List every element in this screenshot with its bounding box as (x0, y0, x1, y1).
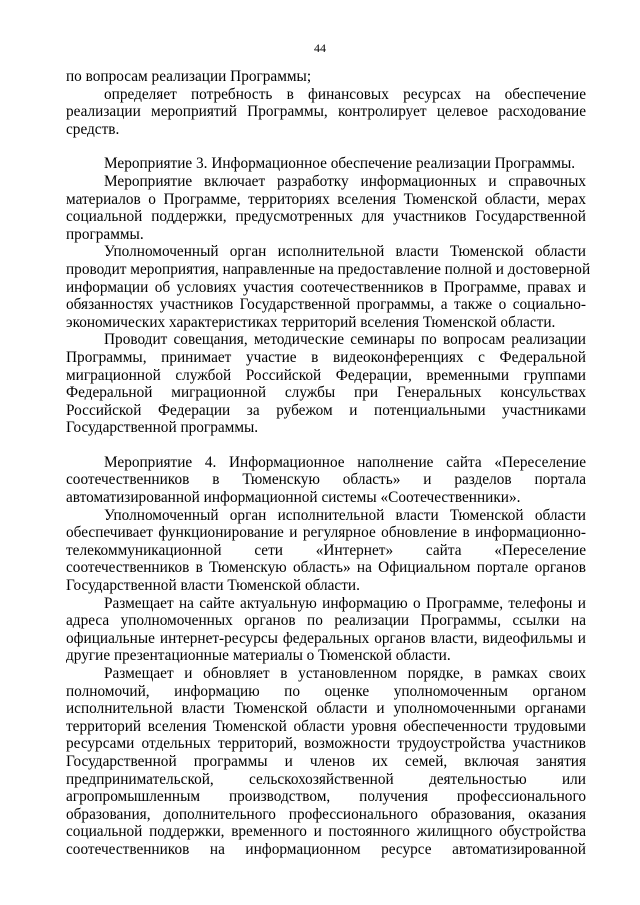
paragraph-line: обязанностях участников Государственной программы, а также о социально- (66, 296, 586, 314)
paragraph-line: соотечественников на информационном ресурсе автоматизированной (66, 840, 586, 858)
paragraph-spacer (66, 437, 586, 454)
section-heading: Мероприятие 4. Информационное наполнение сайта «Переселение (104, 453, 586, 471)
section-heading: Мероприятие 3. Информационное обеспечение реализации Программы. (104, 155, 576, 173)
paragraph-line: экономических характеристиках территорий вселения Тюменской области. (66, 313, 556, 331)
paragraph-line: Размещает на сайте актуальную информацию о Программе, телефоны и (104, 594, 586, 612)
paragraph-line: Федеральной миграционной службы при Генеральных консульствах (66, 384, 586, 402)
paragraph-line: адреса уполномоченных органов по реализации Программы, ссылки на (66, 612, 586, 630)
paragraph-line: официальные интернет-ресурсы федеральных органов власти, видеофильмы и (66, 629, 586, 647)
section-heading: автоматизированной информационной системы «Соотечественники». (66, 489, 521, 507)
paragraph-line: Уполномоченный орган исполнительной власти Тюменской области (104, 243, 586, 261)
paragraph-line: исполнительной власти Тюменской области и уполномоченными органами (66, 700, 586, 718)
paragraph-line: программы. (66, 225, 144, 243)
paragraph-line: обеспечивает функционирование и регулярное обновление в информационно- (66, 524, 586, 542)
paragraph-line: соотечественников в Тюменскую область» на Официальном портале органов (66, 559, 586, 577)
page-number: 44 (314, 41, 326, 55)
paragraph-line: другие презентационные материалы о Тюменской области. (66, 647, 451, 665)
paragraph-spacer (66, 138, 586, 155)
paragraph-line: агропромышленным производством, получения профессионального (66, 788, 586, 806)
paragraph-line: территорий вселения Тюменской области уровня обеспеченности трудовыми (66, 717, 586, 735)
paragraph-line: Российской Федерации за рубежом и потенциальными участниками (66, 401, 586, 419)
paragraph-line: миграционной службой Российской Федерации, временными группами (66, 366, 586, 384)
paragraph-line: материалов о Программе, территориях вселения Тюменской области, мерах (66, 190, 586, 208)
paragraph-line: ресурсами отдельных территорий, возможности трудоустройства участников (66, 735, 586, 753)
paragraph-line: социальной поддержки, предусмотренных для участников Государственной (66, 208, 586, 226)
paragraph-line: полномочий, информацию по оценке уполномоченным органом (66, 682, 586, 700)
paragraph-line: Мероприятие включает разработку информационных и справочных (104, 172, 586, 190)
paragraph-line: телекоммуникационной сети «Интернет» сайта «Переселение (66, 541, 586, 559)
paragraph-line: средств. (66, 120, 120, 138)
paragraph-line: реализации мероприятий Программы, контролирует целевое расходование (66, 103, 586, 121)
paragraph-line: Уполномоченный орган исполнительной власти Тюменской области (104, 506, 586, 524)
paragraph-line: образования, дополнительного профессионального образования, оказания (66, 805, 586, 823)
paragraph-line: информации об условиях участия соотечественников в Программе, правах и (66, 278, 586, 296)
paragraph-line: Государственной власти Тюменской области. (66, 577, 360, 595)
paragraph-line: Государственной программы. (66, 419, 259, 437)
paragraph-line: Программы, принимает участие в видеоконференциях с Федеральной (66, 348, 586, 366)
paragraph-line: определяет потребность в финансовых ресурсах на обеспечение (104, 85, 586, 103)
paragraph-line: предпринимательской, сельскохозяйственной деятельностью или (66, 770, 586, 788)
section-heading: соотечественников в Тюменскую область» и разделов портала (66, 471, 586, 489)
paragraph-line: по вопросам реализации Программы; (66, 68, 312, 85)
paragraph-line: Проводит совещания, методические семинары по вопросам реализации (104, 331, 586, 349)
paragraph-line: Размещает и обновляет в установленном порядке, в рамках своих (104, 665, 586, 682)
paragraph-line: проводит мероприятия, направленные на предоставление полной и достоверной (66, 260, 591, 278)
paragraph-line: социальной поддержки, временного и постоянного жилищного обустройства (66, 823, 586, 841)
paragraph-line: Государственной программы и членов их семей, включая занятия (66, 752, 586, 770)
document-body (66, 68, 591, 859)
